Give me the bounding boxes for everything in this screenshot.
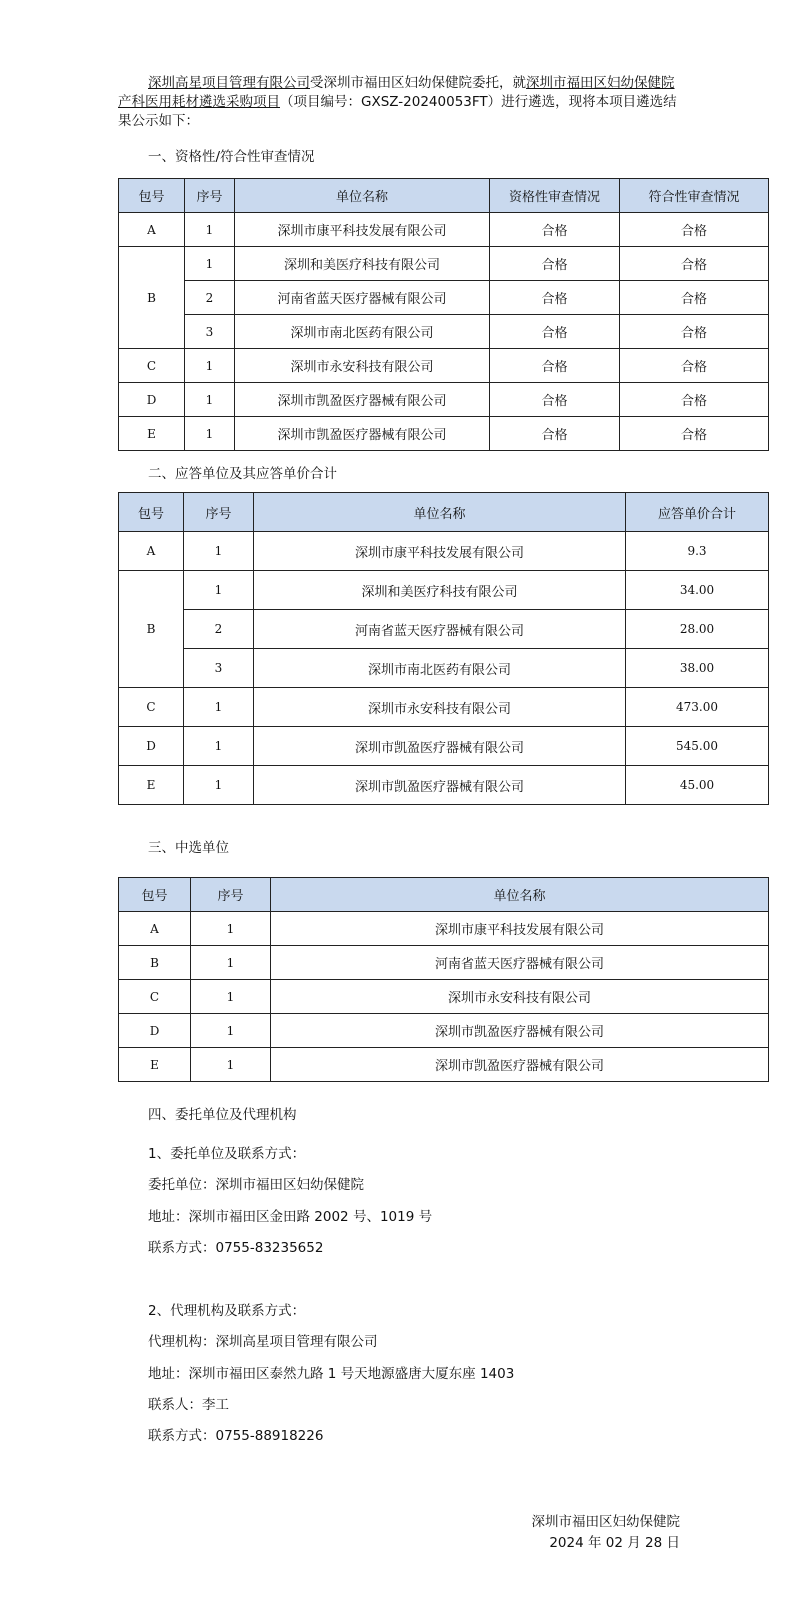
table-row <box>119 980 769 1014</box>
intro-tail: （项目编号：GXSZ-20240053FT）进行遴选，现将本项目遴选结果公示如下： <box>118 94 677 129</box>
package-cell: B <box>119 247 185 349</box>
seq-cell: 1 <box>184 532 254 571</box>
table-row <box>119 247 769 281</box>
seq-cell: 1 <box>185 213 235 247</box>
table-header-row <box>119 179 769 213</box>
price-cell: 28.00 <box>626 610 769 649</box>
agent-address: 地址：深圳市福田区泰然九路 1 号天地源盛唐大厦东座 1403 <box>148 1366 515 1382</box>
table-row <box>119 349 769 383</box>
price-cell: 34.00 <box>626 571 769 610</box>
col-header-price: 应答单价合计 <box>626 493 769 532</box>
section1-heading: 一、资格性/符合性审查情况 <box>148 149 315 165</box>
winners-table <box>118 877 769 1082</box>
package-cell: C <box>119 980 191 1014</box>
seq-cell: 2 <box>184 610 254 649</box>
compliance-cell: 合格 <box>620 417 769 451</box>
seq-cell: 2 <box>185 281 235 315</box>
table-row <box>119 1048 769 1082</box>
name-cell: 深圳市凯盈医疗器械有限公司 <box>271 1014 769 1048</box>
col-header-seq: 序号 <box>185 179 235 213</box>
entrusted-text: 受深圳市福田区妇幼保健院委托，就 <box>310 75 526 91</box>
seq-cell: 3 <box>185 315 235 349</box>
table-row <box>119 281 769 315</box>
table-row <box>119 417 769 451</box>
qualification-cell: 合格 <box>490 349 620 383</box>
name-cell: 河南省蓝天医疗器械有限公司 <box>235 281 490 315</box>
table-header-row <box>119 878 769 912</box>
package-cell: D <box>119 1014 191 1048</box>
name-cell: 深圳市凯盈医疗器械有限公司 <box>254 727 626 766</box>
col-header-package: 包号 <box>119 878 191 912</box>
package-cell: C <box>119 688 184 727</box>
price-table <box>118 492 769 805</box>
agent-title: 2、代理机构及联系方式： <box>148 1303 306 1319</box>
name-cell: 深圳和美医疗科技有限公司 <box>235 247 490 281</box>
qualification-cell: 合格 <box>490 315 620 349</box>
table-row <box>119 213 769 247</box>
table-row <box>119 571 769 610</box>
compliance-cell: 合格 <box>620 281 769 315</box>
seq-cell: 1 <box>185 247 235 281</box>
name-cell: 深圳和美医疗科技有限公司 <box>254 571 626 610</box>
name-cell: 深圳市凯盈医疗器械有限公司 <box>235 383 490 417</box>
table-row <box>119 688 769 727</box>
table-header-row <box>119 493 769 532</box>
name-cell: 深圳市康平科技发展有限公司 <box>271 912 769 946</box>
client-title: 1、委托单位及联系方式： <box>148 1146 306 1162</box>
table-row <box>119 912 769 946</box>
signature-date: 2024 年 02 月 28 日 <box>549 1535 680 1551</box>
name-cell: 深圳市凯盈医疗器械有限公司 <box>271 1048 769 1082</box>
col-header-qualification: 资格性审查情况 <box>490 179 620 213</box>
compliance-cell: 合格 <box>620 383 769 417</box>
package-cell: D <box>119 383 185 417</box>
seq-cell: 3 <box>184 649 254 688</box>
price-cell: 45.00 <box>626 766 769 805</box>
col-header-name: 单位名称 <box>254 493 626 532</box>
qualification-cell: 合格 <box>490 383 620 417</box>
qualification-cell: 合格 <box>490 213 620 247</box>
seq-cell: 1 <box>191 912 271 946</box>
name-cell: 深圳市康平科技发展有限公司 <box>235 213 490 247</box>
package-cell: E <box>119 766 184 805</box>
section4-heading: 四、委托单位及代理机构 <box>148 1107 297 1123</box>
client-phone: 联系方式：0755-83235652 <box>148 1240 324 1256</box>
seq-cell: 1 <box>184 571 254 610</box>
agent-contact: 联系人：李工 <box>148 1397 229 1413</box>
table-row <box>119 532 769 571</box>
table-row <box>119 727 769 766</box>
price-cell: 545.00 <box>626 727 769 766</box>
qualification-cell: 合格 <box>490 281 620 315</box>
project-name: 深圳市福田区妇幼保健院产科医用耗材遴选采购项目 <box>118 75 675 110</box>
seq-cell: 1 <box>191 1014 271 1048</box>
seq-cell: 1 <box>185 383 235 417</box>
signature-org: 深圳市福田区妇幼保健院 <box>531 1514 680 1530</box>
seq-cell: 1 <box>191 946 271 980</box>
package-cell: B <box>119 946 191 980</box>
name-cell: 深圳市永安科技有限公司 <box>271 980 769 1014</box>
package-cell: A <box>119 213 185 247</box>
name-cell: 深圳市康平科技发展有限公司 <box>254 532 626 571</box>
price-cell: 9.3 <box>626 532 769 571</box>
table-row <box>119 610 769 649</box>
section3-heading: 三、中选单位 <box>148 840 229 856</box>
seq-cell: 1 <box>184 688 254 727</box>
agent-phone: 联系方式：0755-88918226 <box>148 1428 324 1444</box>
intro-paragraph <box>118 74 678 131</box>
compliance-cell: 合格 <box>620 315 769 349</box>
name-cell: 深圳市南北医药有限公司 <box>254 649 626 688</box>
seq-cell: 1 <box>185 417 235 451</box>
price-cell: 473.00 <box>626 688 769 727</box>
compliance-cell: 合格 <box>620 213 769 247</box>
client-address: 地址：深圳市福田区金田路 2002 号、1019 号 <box>148 1209 433 1225</box>
seq-cell: 1 <box>184 766 254 805</box>
agent-name: 代理机构：深圳高星项目管理有限公司 <box>148 1334 378 1350</box>
qualification-cell: 合格 <box>490 417 620 451</box>
client-name: 委托单位：深圳市福田区妇幼保健院 <box>148 1177 364 1193</box>
table-row <box>119 1014 769 1048</box>
name-cell: 河南省蓝天医疗器械有限公司 <box>271 946 769 980</box>
name-cell: 深圳市永安科技有限公司 <box>235 349 490 383</box>
package-cell: B <box>119 571 184 688</box>
seq-cell: 1 <box>184 727 254 766</box>
table-row <box>119 766 769 805</box>
table-row <box>119 649 769 688</box>
name-cell: 深圳市凯盈医疗器械有限公司 <box>235 417 490 451</box>
package-cell: C <box>119 349 185 383</box>
name-cell: 深圳市凯盈医疗器械有限公司 <box>254 766 626 805</box>
col-header-seq: 序号 <box>184 493 254 532</box>
table-row <box>119 946 769 980</box>
seq-cell: 1 <box>191 980 271 1014</box>
review-table <box>118 178 769 451</box>
col-header-seq: 序号 <box>191 878 271 912</box>
compliance-cell: 合格 <box>620 349 769 383</box>
table-row <box>119 383 769 417</box>
seq-cell: 1 <box>185 349 235 383</box>
name-cell: 河南省蓝天医疗器械有限公司 <box>254 610 626 649</box>
agency-name: 深圳高星项目管理有限公司 <box>148 75 310 91</box>
package-cell: E <box>119 1048 191 1082</box>
table-row <box>119 315 769 349</box>
package-cell: A <box>119 532 184 571</box>
col-header-compliance: 符合性审查情况 <box>620 179 769 213</box>
col-header-name: 单位名称 <box>235 179 490 213</box>
col-header-package: 包号 <box>119 179 185 213</box>
col-header-package: 包号 <box>119 493 184 532</box>
package-cell: E <box>119 417 185 451</box>
package-cell: D <box>119 727 184 766</box>
col-header-name: 单位名称 <box>271 878 769 912</box>
seq-cell: 1 <box>191 1048 271 1082</box>
qualification-cell: 合格 <box>490 247 620 281</box>
name-cell: 深圳市永安科技有限公司 <box>254 688 626 727</box>
package-cell: A <box>119 912 191 946</box>
section2-heading: 二、应答单位及其应答单价合计 <box>148 466 337 482</box>
compliance-cell: 合格 <box>620 247 769 281</box>
name-cell: 深圳市南北医药有限公司 <box>235 315 490 349</box>
price-cell: 38.00 <box>626 649 769 688</box>
